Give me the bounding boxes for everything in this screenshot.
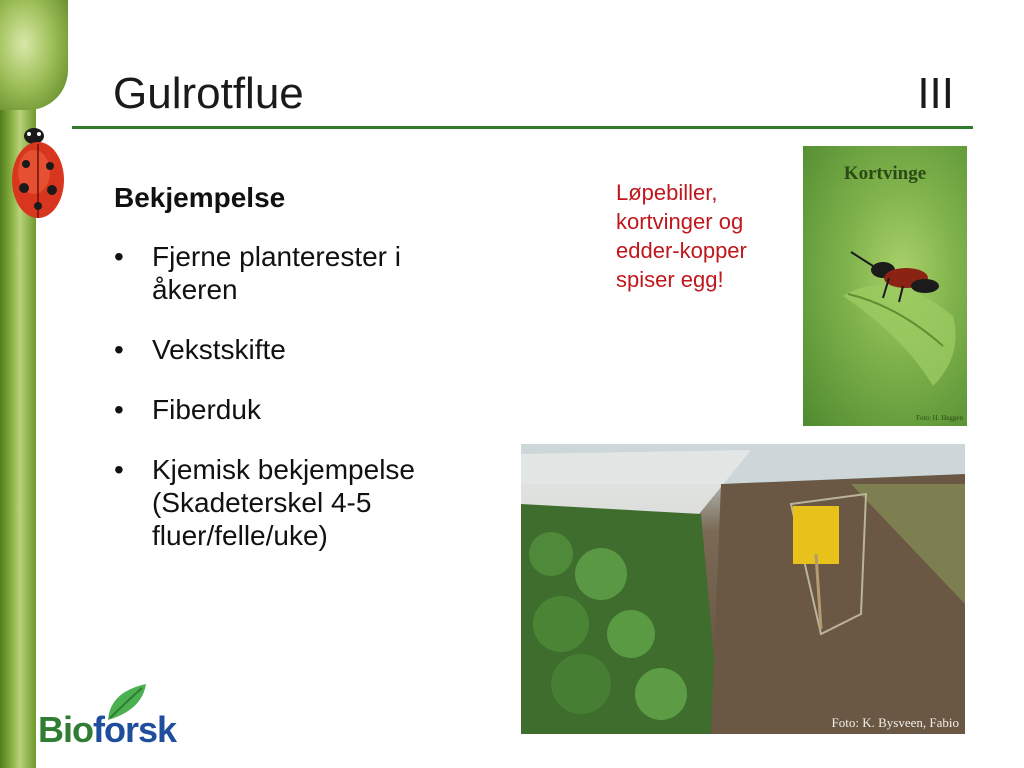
bullet-item <box>114 240 494 306</box>
bullet-icon: • <box>114 454 124 485</box>
photo-credit: Foto: K. Bysveen, Fabio <box>831 715 959 730</box>
logo-wordmark <box>38 709 177 750</box>
title-divider <box>72 126 973 129</box>
beetle-illustration <box>803 146 967 426</box>
photo-credit: Foto: H. Heggen <box>916 414 963 422</box>
bullet-icon: • <box>114 241 124 272</box>
logo-text-bio: Bio <box>38 709 93 750</box>
bullet-icon: • <box>114 334 124 365</box>
slide-number: III <box>917 69 954 118</box>
predator-note: Løpebiller, kortvinger og edder-kopper spiser egg! <box>616 180 747 292</box>
rove-beetle-photo <box>803 146 967 426</box>
decorative-stem <box>0 0 36 768</box>
bullet-icon: • <box>114 394 124 425</box>
bullet-text: Kjemisk bekjempelse (Skadeterskel 4-5 fluer/felle/uke) <box>152 454 415 551</box>
section-heading: Bekjempelse <box>114 182 286 213</box>
ladybug-illustration <box>4 122 68 222</box>
bullet-text: Fjerne planterester i åkeren <box>152 241 402 305</box>
bullet-text: Vekstskifte <box>152 334 286 365</box>
slide-title: Gulrotflue <box>113 69 304 118</box>
bullet-item <box>114 333 494 366</box>
field-trap-photo <box>521 444 965 734</box>
logo-text-forsk: forsk <box>93 709 177 750</box>
bullet-list <box>114 240 494 579</box>
decorative-leaf <box>0 0 68 110</box>
photo-caption: Kortvinge <box>843 163 927 184</box>
bullet-item <box>114 393 494 426</box>
bioforsk-logo <box>38 682 198 752</box>
bullet-item <box>114 453 494 552</box>
bullet-text: Fiberduk <box>152 394 261 425</box>
field-illustration <box>521 444 965 734</box>
